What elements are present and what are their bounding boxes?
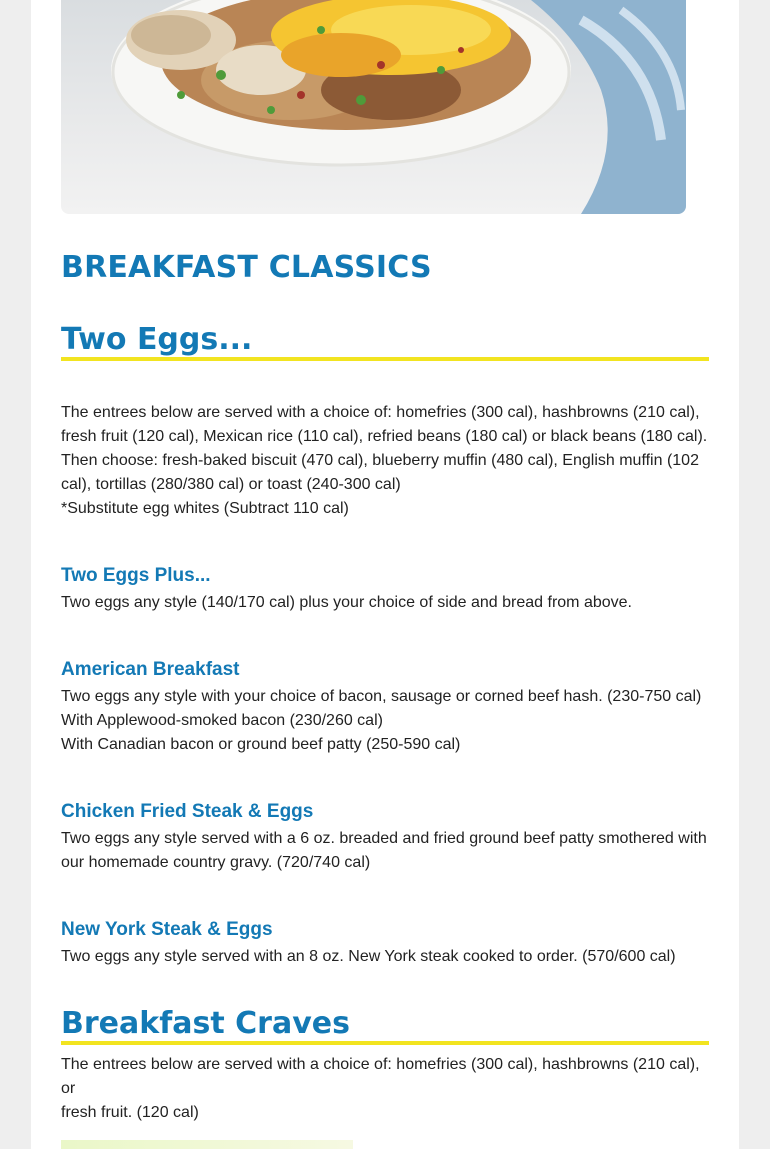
group-intro-two-eggs <box>61 401 709 521</box>
item-line: Two eggs any style (140/170 cal) plus your choice of side and bread from above. <box>61 594 632 611</box>
item-desc-american-breakfast <box>61 685 709 757</box>
item-name-american-breakfast: American Breakfast <box>61 659 240 680</box>
item-line: Two eggs any style served with an 8 oz. New York steak cooked to order. (570/600 cal) <box>61 948 676 965</box>
section-title: BREAKFAST CLASSICS <box>61 250 432 285</box>
breakfast-bowl-image <box>61 0 686 214</box>
item-line: our homemade country gravy. (720/740 cal) <box>61 854 371 871</box>
intro-line: The entrees below are served with a choice of: homefries (300 cal), hashbrowns (210 cal), <box>61 404 700 421</box>
intro-line: The entrees below are served with a choice of: homefries (300 cal), hashbrowns (210 cal), or <box>61 1056 700 1097</box>
menu-page <box>31 0 739 1149</box>
item-line: Two eggs any style served with a 6 oz. breaded and fried ground beef patty smothered with <box>61 830 707 847</box>
item-line: Two eggs any style with your choice of bacon, sausage or corned beef hash. (230-750 cal) <box>61 688 702 705</box>
intro-line: fresh fruit. (120 cal) <box>61 1104 199 1121</box>
next-item-highlight <box>61 1140 353 1149</box>
item-name-new-york-steak: New York Steak & Eggs <box>61 919 273 940</box>
group-title-two-eggs: Two Eggs... <box>61 322 709 361</box>
item-desc-new-york-steak <box>61 945 709 969</box>
breakfast-photo <box>61 0 686 214</box>
intro-line: Then choose: fresh-baked biscuit (470 cal), blueberry muffin (480 cal), English muffin (102 <box>61 452 699 469</box>
item-name-chicken-fried-steak: Chicken Fried Steak & Eggs <box>61 801 314 822</box>
intro-line: fresh fruit (120 cal), Mexican rice (110 cal), refried beans (180 cal) or black beans (180 cal). <box>61 428 708 445</box>
substitute-note: *Substitute egg whites (Subtract 110 cal) <box>61 500 349 517</box>
group-intro-breakfast-craves <box>61 1053 709 1125</box>
item-desc-chicken-fried-steak <box>61 827 709 875</box>
item-line: With Canadian bacon or ground beef patty (250-590 cal) <box>61 736 461 753</box>
item-line: With Applewood-smoked bacon (230/260 cal) <box>61 712 383 729</box>
item-name-two-eggs-plus: Two Eggs Plus... <box>61 565 211 586</box>
item-desc-two-eggs-plus <box>61 591 709 615</box>
group-title-breakfast-craves: Breakfast Craves <box>61 1006 709 1045</box>
intro-line: cal), tortillas (280/380 cal) or toast (240-300 cal) <box>61 476 401 493</box>
